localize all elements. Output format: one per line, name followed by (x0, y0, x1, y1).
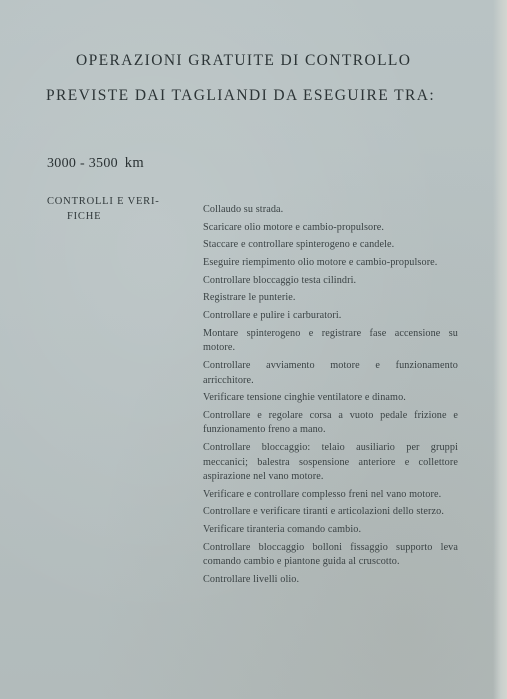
list-item: Staccare e controllare spinterogeno e candele. (203, 239, 395, 251)
checks-list (203, 203, 458, 591)
list-item: Scaricare olio motore e cambio-propulsore. (203, 221, 384, 233)
page-title-line-1: OPERAZIONI GRATUITE DI CONTROLLO (76, 52, 412, 69)
list-item: Controllare bloccaggio: telaio ausiliario per gruppi meccanici; balestra sospensione anteriore e collettore aspirazione nel vano motore. (203, 442, 458, 483)
list-item: Montare spinterogeno e registrare fase accensione su motore. (203, 327, 458, 354)
list-item: Controllare e verificare tiranti e articolazioni dello sterzo. (203, 506, 444, 518)
section-label-line-1: CONTROLLI E VERI- (47, 196, 160, 207)
mileage-range: 3000 - 3500 (47, 156, 118, 171)
list-item: Controllare bloccaggio testa cilindri. (203, 274, 357, 286)
section-label (47, 194, 160, 224)
list-item: Controllare livelli olio. (203, 574, 300, 585)
list-item: Controllare e pulire i carburatori. (203, 310, 342, 322)
list-item: Eseguire riempimento olio motore e cambio-propulsore. (203, 257, 438, 269)
page-title-line-2: PREVISTE DAI TAGLIANDI DA ESEGUIRE TRA: (46, 87, 436, 104)
list-item: Verificare tensione cinghie ventilatore e dinamo. (203, 392, 406, 404)
list-item: Controllare bloccaggio bolloni fissaggio supporto leva comando cambio e piantone guida al cruscotto. (203, 541, 458, 568)
list-item: Collaudo su strada. (203, 204, 284, 215)
mileage-unit: km (124, 155, 144, 171)
list-item: Controllare avviamento motore e funzionamento arricchitore. (203, 360, 458, 386)
mileage-interval (47, 155, 144, 172)
list-item: Verificare e controllare complesso freni nel vano motore. (203, 488, 442, 500)
list-item: Verificare tiranteria comando cambio. (203, 524, 362, 536)
list-item: Controllare e regolare corsa a vuoto pedale frizione e funzionamento freno a mano. (203, 409, 458, 436)
section-label-line-2: FICHE (67, 211, 102, 222)
list-item: Registrare le punterie. (203, 292, 296, 304)
